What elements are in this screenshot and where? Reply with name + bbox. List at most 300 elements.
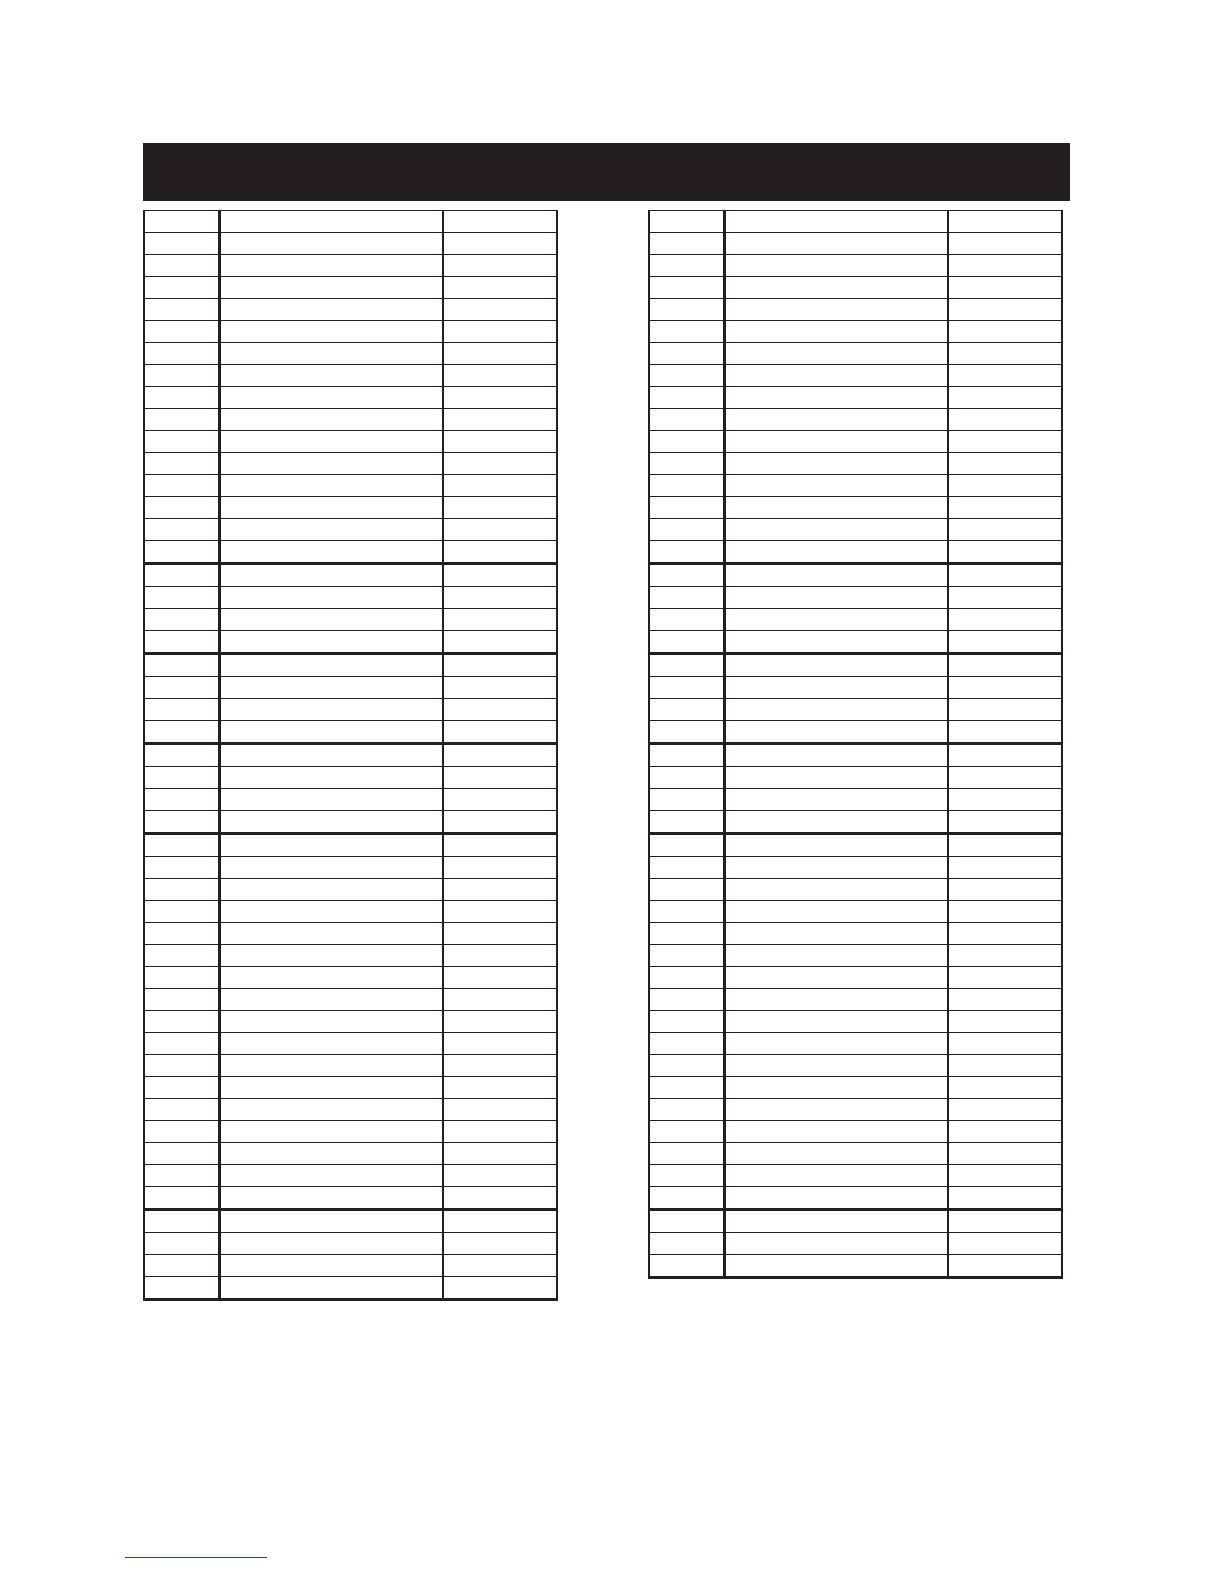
row-number-cell[interactable] — [649, 299, 724, 321]
value-cell[interactable] — [443, 1255, 557, 1277]
row-number-cell[interactable] — [649, 365, 724, 387]
value-cell[interactable] — [948, 967, 1062, 989]
entry-cell[interactable] — [219, 1099, 443, 1121]
entry-cell[interactable] — [219, 497, 443, 519]
value-cell[interactable] — [443, 923, 557, 945]
entry-cell[interactable] — [219, 343, 443, 365]
value-cell[interactable] — [443, 365, 557, 387]
entry-cell[interactable] — [724, 233, 948, 255]
row-number-cell[interactable] — [144, 989, 219, 1011]
entry-cell[interactable] — [724, 453, 948, 475]
value-cell[interactable] — [948, 541, 1062, 564]
entry-cell[interactable] — [219, 564, 443, 587]
row-number-cell[interactable] — [144, 1143, 219, 1165]
value-cell[interactable] — [948, 811, 1062, 834]
row-number-cell[interactable] — [144, 879, 219, 901]
value-cell[interactable] — [443, 519, 557, 541]
value-cell[interactable] — [443, 233, 557, 255]
value-cell[interactable] — [948, 321, 1062, 343]
entry-cell[interactable] — [724, 409, 948, 431]
entry-cell[interactable] — [219, 834, 443, 857]
entry-cell[interactable] — [219, 541, 443, 564]
row-number-cell[interactable] — [649, 1165, 724, 1187]
table-row — [144, 1277, 557, 1300]
value-cell[interactable] — [443, 811, 557, 834]
row-number-cell[interactable] — [649, 1011, 724, 1033]
entry-cell[interactable] — [219, 857, 443, 879]
row-number-cell[interactable] — [144, 945, 219, 967]
entry-cell[interactable] — [219, 631, 443, 654]
value-cell[interactable] — [948, 1210, 1062, 1233]
table-row — [649, 609, 1062, 631]
row-number-cell[interactable] — [649, 879, 724, 901]
entry-cell[interactable] — [724, 1033, 948, 1055]
row-number-cell[interactable] — [649, 321, 724, 343]
entry-cell[interactable] — [724, 744, 948, 767]
value-cell[interactable] — [948, 299, 1062, 321]
entry-cell[interactable] — [219, 767, 443, 789]
value-cell[interactable] — [443, 475, 557, 497]
value-cell[interactable] — [948, 923, 1062, 945]
row-number-cell[interactable] — [649, 277, 724, 299]
entry-cell[interactable] — [724, 654, 948, 677]
value-cell[interactable] — [948, 587, 1062, 609]
row-number-cell[interactable] — [144, 609, 219, 631]
row-number-cell[interactable] — [144, 744, 219, 767]
row-number-cell[interactable] — [144, 409, 219, 431]
value-cell[interactable] — [443, 857, 557, 879]
row-number-cell[interactable] — [649, 789, 724, 811]
table-row — [144, 211, 557, 233]
value-cell[interactable] — [443, 1077, 557, 1099]
value-cell[interactable] — [443, 541, 557, 564]
value-cell[interactable] — [948, 1121, 1062, 1143]
entry-cell[interactable] — [724, 631, 948, 654]
row-number-cell[interactable] — [649, 677, 724, 699]
entry-cell[interactable] — [219, 233, 443, 255]
value-cell[interactable] — [948, 879, 1062, 901]
row-number-cell[interactable] — [649, 1033, 724, 1055]
value-cell[interactable] — [948, 901, 1062, 923]
entry-cell[interactable] — [219, 945, 443, 967]
row-number-cell[interactable] — [649, 255, 724, 277]
row-number-cell[interactable] — [144, 923, 219, 945]
row-number-cell[interactable] — [144, 1165, 219, 1187]
value-cell[interactable] — [948, 1077, 1062, 1099]
row-number-cell[interactable] — [144, 901, 219, 923]
row-number-cell[interactable] — [144, 1255, 219, 1277]
entry-cell[interactable] — [219, 1121, 443, 1143]
row-number-cell[interactable] — [144, 497, 219, 519]
entry-cell[interactable] — [219, 1077, 443, 1099]
entry-cell[interactable] — [724, 1055, 948, 1077]
value-cell[interactable] — [443, 277, 557, 299]
row-number-cell[interactable] — [649, 497, 724, 519]
entry-cell[interactable] — [219, 431, 443, 453]
entry-cell[interactable] — [219, 923, 443, 945]
row-number-cell[interactable] — [144, 211, 219, 233]
entry-cell[interactable] — [724, 387, 948, 409]
table-row — [649, 321, 1062, 343]
value-cell[interactable] — [948, 1255, 1062, 1278]
value-cell[interactable] — [443, 967, 557, 989]
value-cell[interactable] — [443, 1055, 557, 1077]
entry-cell[interactable] — [724, 967, 948, 989]
row-number-cell[interactable] — [144, 519, 219, 541]
value-cell[interactable] — [948, 564, 1062, 587]
value-cell[interactable] — [948, 519, 1062, 541]
entry-cell[interactable] — [219, 1033, 443, 1055]
row-number-cell[interactable] — [649, 343, 724, 365]
entry-cell[interactable] — [724, 857, 948, 879]
entry-cell[interactable] — [219, 255, 443, 277]
value-cell[interactable] — [948, 475, 1062, 497]
entry-cell[interactable] — [219, 1277, 443, 1300]
entry-cell[interactable] — [724, 1077, 948, 1099]
value-cell[interactable] — [948, 1143, 1062, 1165]
table-row — [144, 767, 557, 789]
entry-cell[interactable] — [219, 277, 443, 299]
value-cell[interactable] — [948, 431, 1062, 453]
value-cell[interactable] — [948, 277, 1062, 299]
value-cell[interactable] — [443, 1011, 557, 1033]
value-cell[interactable] — [443, 879, 557, 901]
row-number-cell[interactable] — [144, 967, 219, 989]
entry-cell[interactable] — [724, 879, 948, 901]
row-number-cell[interactable] — [649, 453, 724, 475]
value-cell[interactable] — [443, 767, 557, 789]
row-number-cell[interactable] — [649, 1233, 724, 1255]
entry-cell[interactable] — [724, 431, 948, 453]
row-number-cell[interactable] — [144, 387, 219, 409]
row-number-cell[interactable] — [144, 453, 219, 475]
row-number-cell[interactable] — [649, 967, 724, 989]
value-cell[interactable] — [948, 767, 1062, 789]
row-number-cell[interactable] — [144, 1121, 219, 1143]
row-number-cell[interactable] — [649, 721, 724, 744]
value-cell[interactable] — [948, 1165, 1062, 1187]
value-cell[interactable] — [443, 431, 557, 453]
row-number-cell[interactable] — [649, 387, 724, 409]
entry-cell[interactable] — [724, 519, 948, 541]
row-number-cell[interactable] — [649, 699, 724, 721]
value-cell[interactable] — [443, 901, 557, 923]
entry-cell[interactable] — [724, 1233, 948, 1255]
entry-cell[interactable] — [724, 609, 948, 631]
entry-cell[interactable] — [219, 1011, 443, 1033]
entry-cell[interactable] — [724, 321, 948, 343]
entry-cell[interactable] — [219, 1233, 443, 1255]
value-cell[interactable] — [948, 497, 1062, 519]
entry-cell[interactable] — [724, 587, 948, 609]
row-number-cell[interactable] — [144, 767, 219, 789]
value-cell[interactable] — [948, 989, 1062, 1011]
entry-cell[interactable] — [219, 654, 443, 677]
value-cell[interactable] — [948, 677, 1062, 699]
row-number-cell[interactable] — [144, 1233, 219, 1255]
row-number-cell[interactable] — [649, 409, 724, 431]
table-row — [649, 1143, 1062, 1165]
value-cell[interactable] — [948, 453, 1062, 475]
value-cell[interactable] — [948, 609, 1062, 631]
value-cell[interactable] — [443, 321, 557, 343]
value-cell[interactable] — [948, 1011, 1062, 1033]
value-cell[interactable] — [948, 699, 1062, 721]
value-cell[interactable] — [948, 409, 1062, 431]
entry-cell[interactable] — [724, 721, 948, 744]
entry-cell[interactable] — [724, 945, 948, 967]
value-cell[interactable] — [443, 609, 557, 631]
value-cell[interactable] — [443, 564, 557, 587]
value-cell[interactable] — [443, 387, 557, 409]
entry-cell[interactable] — [219, 1210, 443, 1233]
entry-cell[interactable] — [724, 277, 948, 299]
row-number-cell[interactable] — [649, 811, 724, 834]
value-cell[interactable] — [443, 211, 557, 233]
value-cell[interactable] — [443, 1233, 557, 1255]
row-number-cell[interactable] — [649, 767, 724, 789]
entry-cell[interactable] — [219, 587, 443, 609]
entry-cell[interactable] — [724, 1011, 948, 1033]
entry-cell[interactable] — [219, 789, 443, 811]
row-number-cell[interactable] — [649, 609, 724, 631]
value-cell[interactable] — [443, 1121, 557, 1143]
entry-cell[interactable] — [724, 1099, 948, 1121]
row-number-cell[interactable] — [649, 1143, 724, 1165]
entry-cell[interactable] — [219, 519, 443, 541]
value-cell[interactable] — [443, 744, 557, 767]
row-number-cell[interactable] — [649, 1077, 724, 1099]
entry-cell[interactable] — [219, 699, 443, 721]
value-cell[interactable] — [948, 1233, 1062, 1255]
entry-cell[interactable] — [724, 923, 948, 945]
entry-cell[interactable] — [724, 343, 948, 365]
row-number-cell[interactable] — [144, 475, 219, 497]
value-cell[interactable] — [948, 1187, 1062, 1210]
value-cell[interactable] — [443, 409, 557, 431]
entry-cell[interactable] — [724, 989, 948, 1011]
entry-cell[interactable] — [219, 677, 443, 699]
row-number-cell[interactable] — [144, 255, 219, 277]
row-number-cell[interactable] — [144, 1099, 219, 1121]
row-number-cell[interactable] — [649, 654, 724, 677]
entry-cell[interactable] — [724, 1210, 948, 1233]
row-number-cell[interactable] — [649, 945, 724, 967]
row-number-cell[interactable] — [144, 1210, 219, 1233]
entry-cell[interactable] — [219, 475, 443, 497]
value-cell[interactable] — [443, 255, 557, 277]
entry-cell[interactable] — [219, 721, 443, 744]
value-cell[interactable] — [948, 857, 1062, 879]
row-number-cell[interactable] — [144, 233, 219, 255]
value-cell[interactable] — [948, 654, 1062, 677]
entry-cell[interactable] — [724, 789, 948, 811]
row-number-cell[interactable] — [649, 1055, 724, 1077]
value-cell[interactable] — [948, 233, 1062, 255]
row-number-cell[interactable] — [649, 1099, 724, 1121]
entry-cell[interactable] — [724, 255, 948, 277]
entry-cell[interactable] — [724, 1255, 948, 1278]
row-number-cell[interactable] — [144, 857, 219, 879]
value-cell[interactable] — [443, 587, 557, 609]
row-number-cell[interactable] — [144, 321, 219, 343]
value-cell[interactable] — [948, 387, 1062, 409]
table-row — [144, 1011, 557, 1033]
value-cell[interactable] — [443, 699, 557, 721]
value-cell[interactable] — [443, 1277, 557, 1300]
value-cell[interactable] — [948, 789, 1062, 811]
value-cell[interactable] — [443, 721, 557, 744]
row-number-cell[interactable] — [649, 564, 724, 587]
row-number-cell[interactable] — [649, 1187, 724, 1210]
row-number-cell[interactable] — [144, 299, 219, 321]
entry-cell[interactable] — [219, 1255, 443, 1277]
row-number-cell[interactable] — [144, 1077, 219, 1099]
row-number-cell[interactable] — [144, 789, 219, 811]
entry-cell[interactable] — [219, 967, 443, 989]
entry-cell[interactable] — [219, 811, 443, 834]
value-cell[interactable] — [948, 343, 1062, 365]
entry-cell[interactable] — [724, 475, 948, 497]
entry-cell[interactable] — [724, 497, 948, 519]
entry-cell[interactable] — [219, 1165, 443, 1187]
row-number-cell[interactable] — [144, 564, 219, 587]
row-number-cell[interactable] — [144, 834, 219, 857]
row-number-cell[interactable] — [649, 901, 724, 923]
value-cell[interactable] — [443, 497, 557, 519]
table-row — [144, 587, 557, 609]
entry-cell[interactable] — [219, 879, 443, 901]
entry-cell[interactable] — [724, 699, 948, 721]
table-row — [144, 519, 557, 541]
row-number-cell[interactable] — [649, 744, 724, 767]
entry-cell[interactable] — [724, 365, 948, 387]
value-cell[interactable] — [443, 834, 557, 857]
value-cell[interactable] — [443, 1033, 557, 1055]
value-cell[interactable] — [948, 834, 1062, 857]
entry-cell[interactable] — [219, 365, 443, 387]
entry-cell[interactable] — [724, 811, 948, 834]
row-number-cell[interactable] — [144, 1055, 219, 1077]
row-number-cell[interactable] — [144, 811, 219, 834]
value-cell[interactable] — [948, 211, 1062, 233]
entry-cell[interactable] — [219, 299, 443, 321]
row-number-cell[interactable] — [649, 541, 724, 564]
row-number-cell[interactable] — [649, 1210, 724, 1233]
value-cell[interactable] — [443, 453, 557, 475]
entry-cell[interactable] — [724, 541, 948, 564]
entry-cell[interactable] — [219, 1055, 443, 1077]
entry-cell[interactable] — [724, 211, 948, 233]
row-number-cell[interactable] — [144, 1033, 219, 1055]
entry-cell[interactable] — [219, 211, 443, 233]
row-number-cell[interactable] — [144, 1011, 219, 1033]
entry-cell[interactable] — [724, 901, 948, 923]
row-number-cell[interactable] — [144, 431, 219, 453]
entry-cell[interactable] — [219, 989, 443, 1011]
row-number-cell[interactable] — [144, 1187, 219, 1210]
value-cell[interactable] — [948, 721, 1062, 744]
entry-cell[interactable] — [219, 1143, 443, 1165]
row-number-cell[interactable] — [649, 233, 724, 255]
value-cell[interactable] — [443, 299, 557, 321]
entry-cell[interactable] — [724, 1165, 948, 1187]
value-cell[interactable] — [948, 1099, 1062, 1121]
value-cell[interactable] — [443, 343, 557, 365]
row-number-cell[interactable] — [144, 654, 219, 677]
row-number-cell[interactable] — [649, 989, 724, 1011]
entry-cell[interactable] — [219, 321, 443, 343]
value-cell[interactable] — [443, 1099, 557, 1121]
entry-cell[interactable] — [219, 1187, 443, 1210]
value-cell[interactable] — [443, 789, 557, 811]
row-number-cell[interactable] — [649, 631, 724, 654]
entry-cell[interactable] — [219, 387, 443, 409]
entry-cell[interactable] — [219, 409, 443, 431]
row-number-cell[interactable] — [144, 587, 219, 609]
entry-cell[interactable] — [724, 677, 948, 699]
value-cell[interactable] — [443, 945, 557, 967]
value-cell[interactable] — [443, 1143, 557, 1165]
row-number-cell[interactable] — [649, 923, 724, 945]
value-cell[interactable] — [948, 744, 1062, 767]
entry-cell[interactable] — [219, 901, 443, 923]
row-number-cell[interactable] — [144, 277, 219, 299]
value-cell[interactable] — [443, 1210, 557, 1233]
entry-cell[interactable] — [724, 299, 948, 321]
entry-cell[interactable] — [219, 609, 443, 631]
value-cell[interactable] — [443, 989, 557, 1011]
entry-cell[interactable] — [724, 1143, 948, 1165]
value-cell[interactable] — [443, 1165, 557, 1187]
value-cell[interactable] — [443, 1187, 557, 1210]
row-number-cell[interactable] — [649, 1121, 724, 1143]
row-number-cell[interactable] — [144, 1277, 219, 1300]
value-cell[interactable] — [948, 1055, 1062, 1077]
value-cell[interactable] — [948, 631, 1062, 654]
value-cell[interactable] — [443, 654, 557, 677]
row-number-cell[interactable] — [649, 834, 724, 857]
entry-cell[interactable] — [724, 834, 948, 857]
row-number-cell[interactable] — [144, 721, 219, 744]
row-number-cell[interactable] — [649, 475, 724, 497]
row-number-cell[interactable] — [649, 857, 724, 879]
entry-cell[interactable] — [724, 1121, 948, 1143]
entry-cell[interactable] — [724, 767, 948, 789]
value-cell[interactable] — [948, 365, 1062, 387]
row-number-cell[interactable] — [144, 365, 219, 387]
entry-cell[interactable] — [219, 744, 443, 767]
entry-cell[interactable] — [724, 1187, 948, 1210]
row-number-cell[interactable] — [144, 541, 219, 564]
entry-cell[interactable] — [724, 564, 948, 587]
row-number-cell[interactable] — [649, 587, 724, 609]
row-number-cell[interactable] — [144, 343, 219, 365]
row-number-cell[interactable] — [649, 211, 724, 233]
value-cell[interactable] — [948, 1033, 1062, 1055]
value-cell[interactable] — [443, 677, 557, 699]
value-cell[interactable] — [948, 255, 1062, 277]
value-cell[interactable] — [443, 631, 557, 654]
value-cell[interactable] — [948, 945, 1062, 967]
entry-cell[interactable] — [219, 453, 443, 475]
row-number-cell[interactable] — [649, 1255, 724, 1278]
row-number-cell[interactable] — [649, 519, 724, 541]
row-number-cell[interactable] — [144, 699, 219, 721]
row-number-cell[interactable] — [144, 677, 219, 699]
row-number-cell[interactable] — [649, 431, 724, 453]
row-number-cell[interactable] — [144, 631, 219, 654]
